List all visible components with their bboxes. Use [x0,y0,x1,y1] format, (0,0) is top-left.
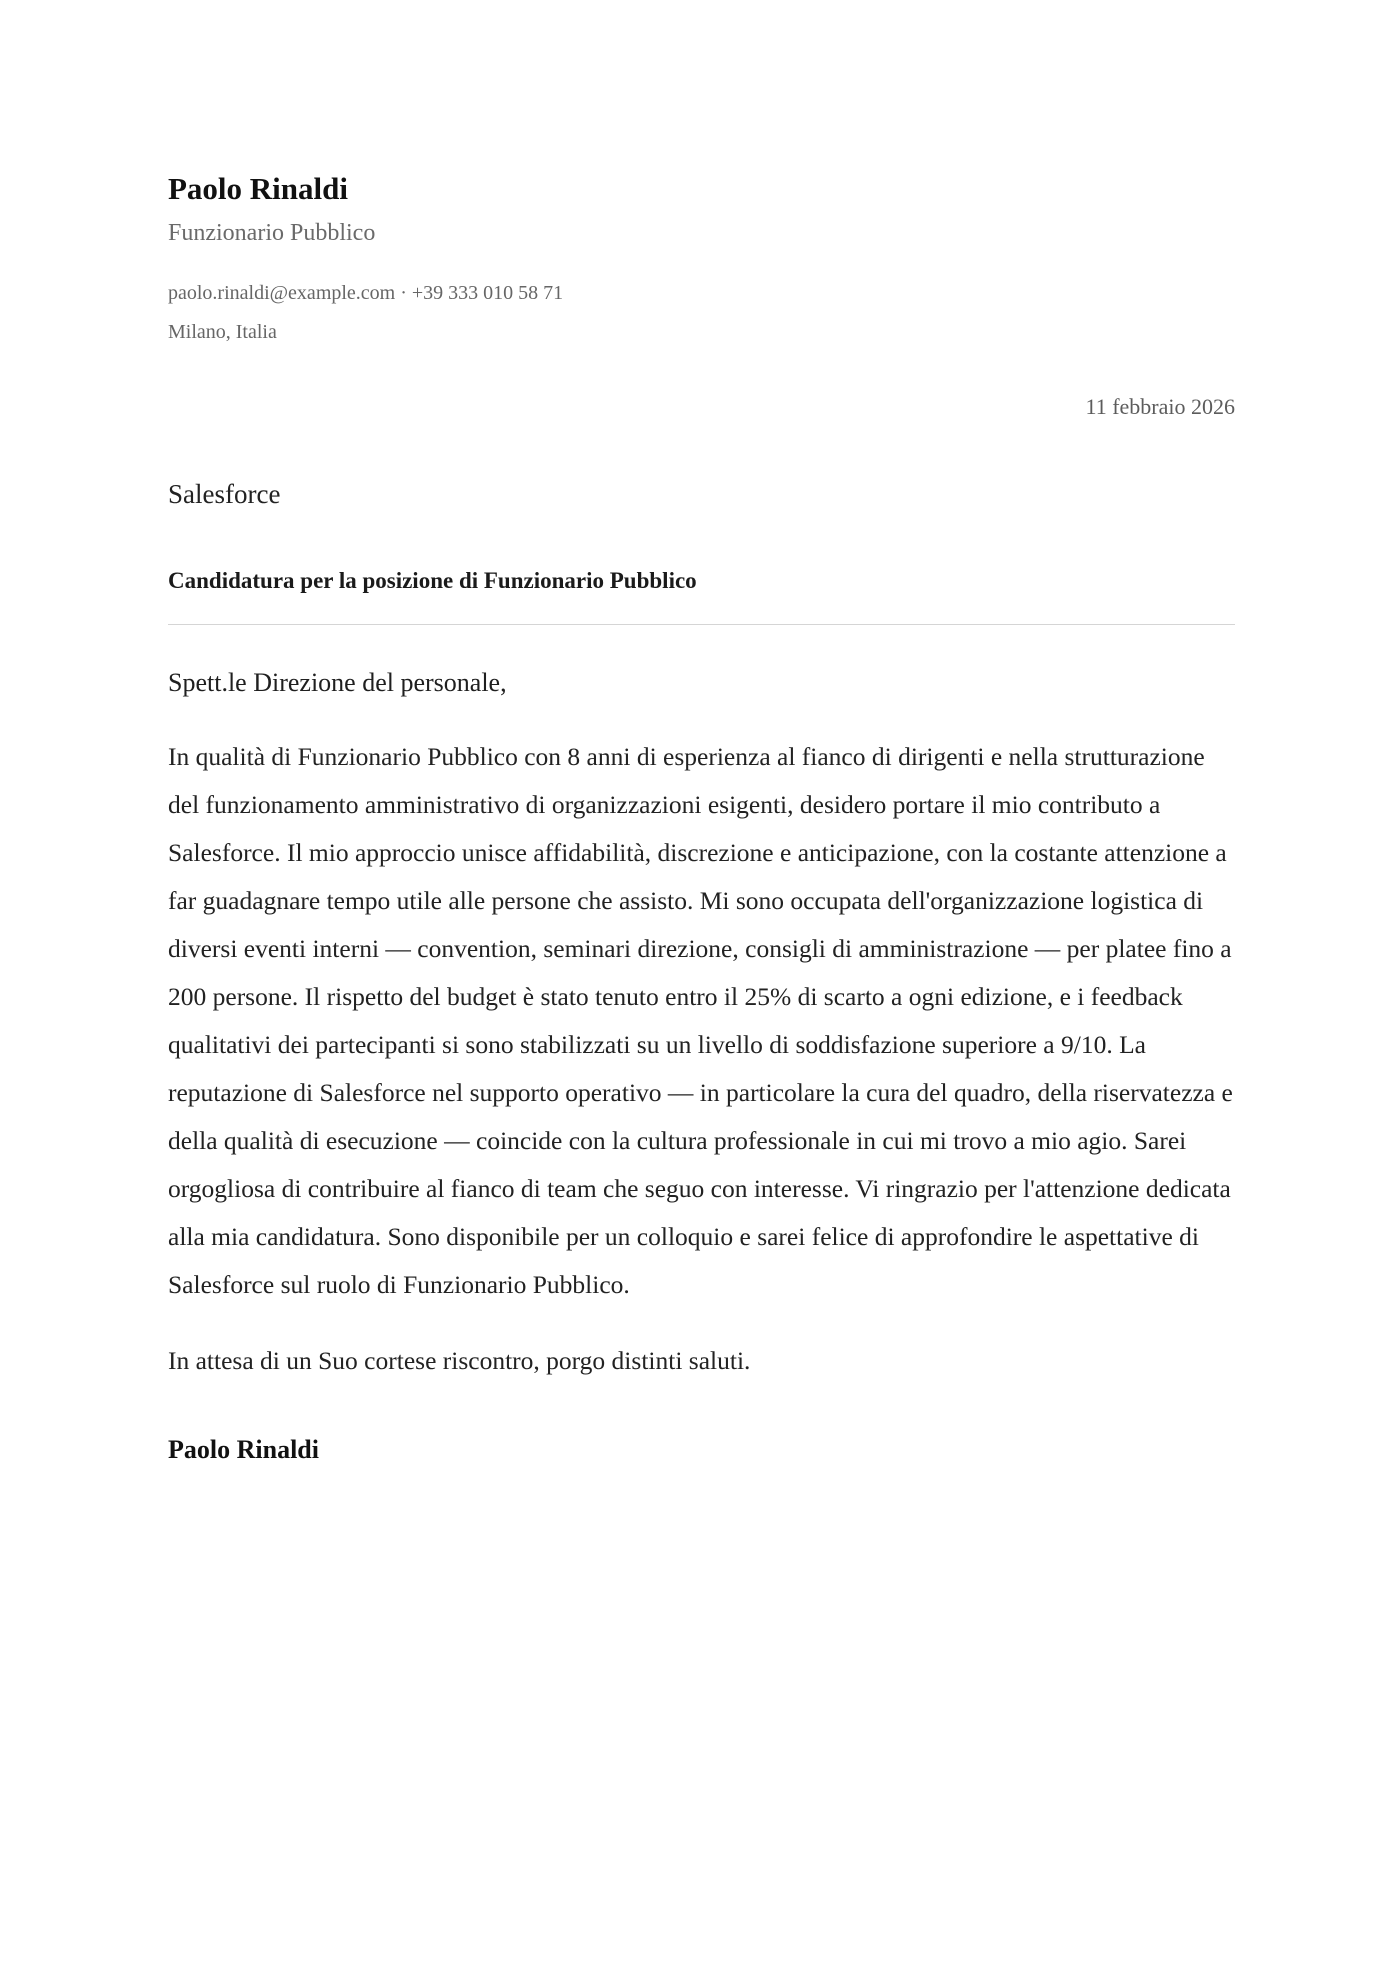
letter-header [168,170,1235,352]
closing-line: In attesa di un Suo cortese riscontro, porgo distinti saluti. [168,1345,751,1375]
letter-date: 11 febbraio 2026 [1085,393,1235,419]
letter-subject: Candidatura per la posizione di Funzionario Pubblico [168,567,697,593]
letter-body: In qualità di Funzionario Pubblico con 8 anni di esperienza al fianco di dirigenti e nella strutturazione del funzionamento amministrativo di organizzazioni esigenti, desidero portare il mio contributo a Salesforce. Il mio approccio unisce affidabilità, discrezione e anticipazione, con la costante attenzione a far guadagnare tempo utile alle persone che assisto. Mi sono occupata dell'organizzazione logistica di diversi eventi interni — convention, seminari direzione, consigli di amministrazione — per platee fino a 200 persone. Il rispetto del budget è stato tenuto entro il 25% di scarto a ogni edizione, e i feedback qualitativi dei partecipanti si sono stabilizzati su un livello di soddisfazione superiore a 9/10. La reputazione di Salesforce nel supporto operativo — in particolare la cura del quadro, della riservatezza e della qualità di esecuzione — coincide con la cultura professionale in cui mi trovo a mio agio. Sarei orgogliosa di contribuire al fianco di team che seguo con interesse. Vi ringrazio per l'attenzione dedicata alla mia candidatura. Sono disponibile per un colloquio e sarei felice di approfondire le aspettative di Salesforce sul ruolo di Funzionario Pubblico. [168,741,1233,1299]
subject-divider [168,624,1235,625]
contact-block [168,274,1235,352]
contact-email-phone: paolo.rinaldi@example.com · +39 333 010 58 71 [168,281,564,304]
contact-location: Milano, Italia [168,320,277,343]
recipient-company: Salesforce [168,479,281,510]
sender-role: Funzionario Pubblico [168,220,376,247]
sender-name: Paolo Rinaldi [168,171,349,206]
signature-name: Paolo Rinaldi [168,1435,319,1465]
salutation: Spett.le Direzione del personale, [168,668,507,698]
